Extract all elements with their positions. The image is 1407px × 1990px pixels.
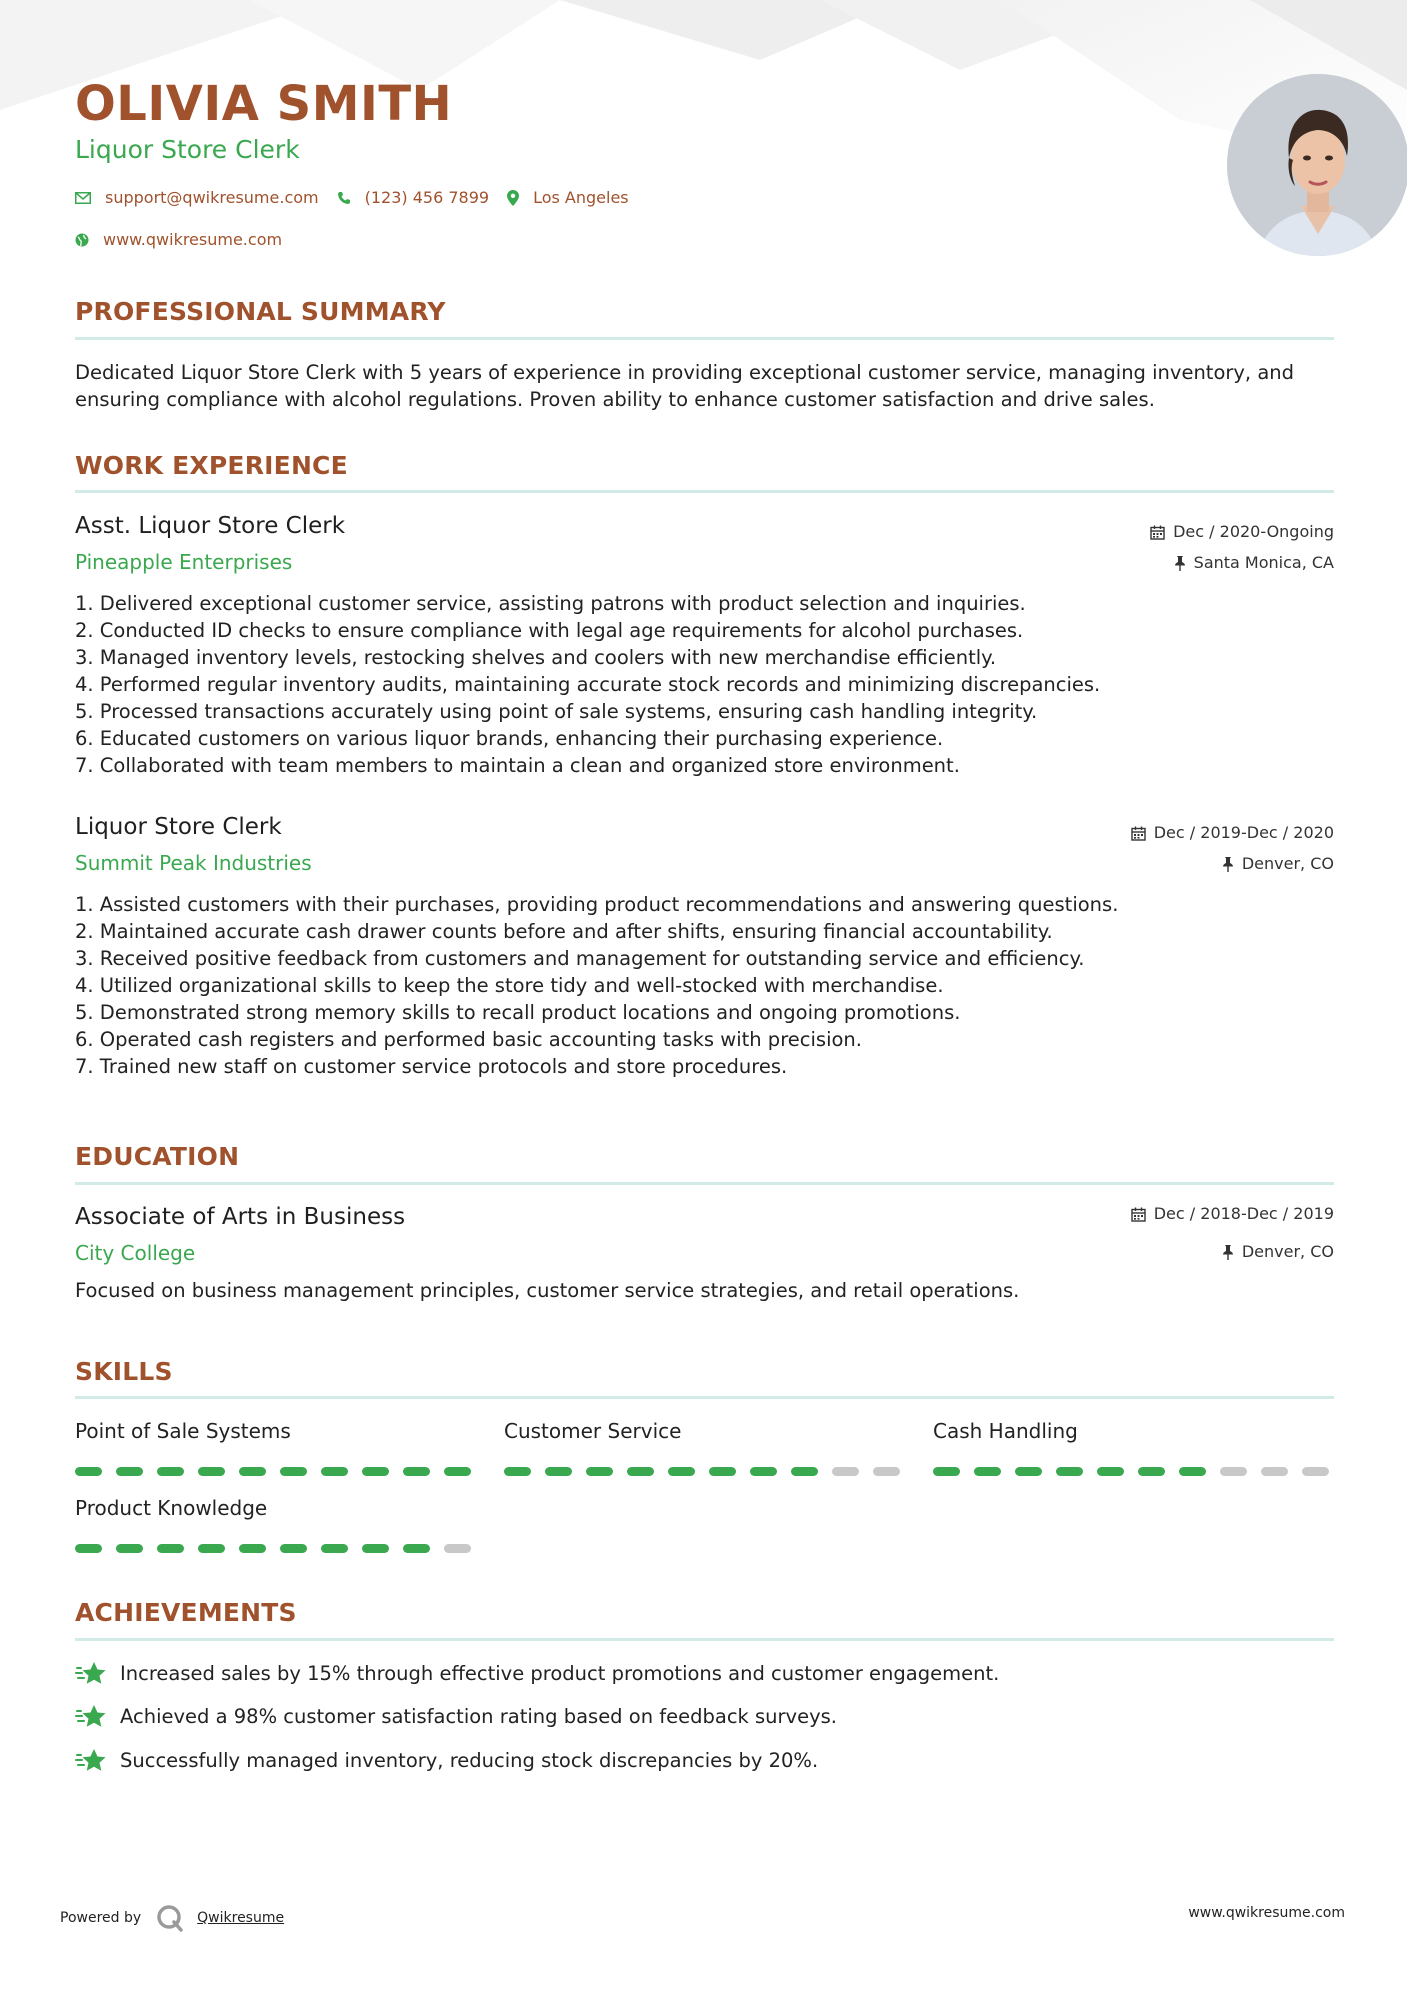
qwikresume-brand-link[interactable]: Qwikresume [197, 1910, 285, 1926]
list-item: 6. Educated customers on various liquor brands, enhancing their purchasing experience. [75, 727, 944, 750]
skill-dash-filled [362, 1467, 389, 1476]
skill-dash-empty [1261, 1467, 1288, 1476]
education-dates [1131, 1204, 1334, 1224]
envelope-icon [75, 192, 91, 204]
job-1-location-text: Santa Monica, CA [1193, 553, 1334, 572]
skill-dash-filled [116, 1467, 143, 1476]
contact-location-text: Los Angeles [533, 188, 629, 207]
summary-divider [75, 337, 1334, 340]
achievements-divider [75, 1638, 1334, 1641]
achievement-text: Increased sales by 15% through effective product promotions and customer engagement. [120, 1662, 1000, 1685]
powered-by-label: Powered by [60, 1910, 142, 1926]
pushpin-icon [1222, 857, 1234, 872]
skill-dash-filled [1015, 1467, 1042, 1476]
avatar-portrait [1227, 74, 1407, 256]
education-location-text: Denver, CO [1241, 1242, 1334, 1261]
skill-dash-filled [1097, 1467, 1124, 1476]
skills-divider [75, 1396, 1334, 1399]
skill-dash-filled [750, 1467, 777, 1476]
skill-dash-filled [157, 1467, 184, 1476]
contact-location [507, 188, 629, 207]
contact-row-secondary [75, 230, 300, 249]
list-item: 2. Maintained accurate cash drawer counts before and after shifts, ensuring financial accountability. [75, 920, 1053, 943]
experience-heading: WORK EXPERIENCE [75, 451, 348, 480]
job-2-location-text: Denver, CO [1241, 854, 1334, 873]
skill-dash-filled [75, 1544, 102, 1553]
candidate-title: Liquor Store Clerk [75, 135, 300, 164]
achievement-item [75, 1748, 818, 1774]
job-1-title: Asst. Liquor Store Clerk [75, 513, 346, 539]
star-badge-icon [75, 1748, 108, 1774]
list-item: 3. Managed inventory levels, restocking shelves and coolers with new merchandise efficiently. [75, 646, 997, 669]
job-2-location [1222, 854, 1334, 874]
skill-dash-filled [280, 1467, 307, 1476]
phone-icon [337, 191, 351, 205]
skill-dash-filled [444, 1467, 471, 1476]
skill-4-name: Product Knowledge [75, 1496, 268, 1520]
skill-dash-filled [791, 1467, 818, 1476]
list-item: 5. Demonstrated strong memory skills to recall product locations and ongoing promotions. [75, 1001, 961, 1024]
job-1-bullets [75, 590, 1100, 779]
skill-dash-filled [709, 1467, 736, 1476]
education-heading: EDUCATION [75, 1142, 240, 1171]
job-1-company: Pineapple Enterprises [75, 550, 293, 574]
job-2-company: Summit Peak Industries [75, 851, 312, 875]
list-item: 7. Trained new staff on customer service protocols and store procedures. [75, 1055, 788, 1078]
skill-dash-filled [586, 1467, 613, 1476]
list-item: 7. Collaborated with team members to maintain a clean and organized store environment. [75, 754, 960, 777]
achievement-text: Achieved a 98% customer satisfaction rating based on feedback surveys. [120, 1705, 837, 1728]
calendar-icon [1131, 826, 1146, 841]
skill-dash-empty [873, 1467, 900, 1476]
summary-text: Dedicated Liquor Store Clerk with 5 years of experience in providing exceptional customer service, managing inventory, and ensuring compliance with alcohol regulations. Proven ability to enhance customer satisfaction and drive sales. [75, 361, 1295, 411]
contact-website[interactable] [75, 230, 282, 249]
contact-website-text: www.qwikresume.com [103, 230, 283, 249]
skill-dash-filled [974, 1467, 1001, 1476]
profile-photo [1227, 74, 1407, 256]
qwikresume-logo-icon [155, 1903, 185, 1933]
list-item: 5. Processed transactions accurately using point of sale systems, ensuring cash handling integrity. [75, 700, 1038, 723]
skill-3-rating [933, 1467, 1343, 1476]
contact-phone-text: (123) 456 7899 [364, 188, 490, 207]
pushpin-icon [1174, 556, 1186, 571]
contact-row-primary [75, 188, 647, 207]
skill-1-rating [75, 1467, 485, 1476]
job-1-dates [1150, 522, 1334, 542]
skill-dash-filled [1138, 1467, 1165, 1476]
list-item: 4. Performed regular inventory audits, maintaining accurate stock records and minimizing discrepancies. [75, 673, 1101, 696]
skill-dash-filled [403, 1467, 430, 1476]
education-divider [75, 1182, 1334, 1185]
skill-1-name: Point of Sale Systems [75, 1419, 291, 1443]
skill-dash-empty [832, 1467, 859, 1476]
skill-dash-filled [504, 1467, 531, 1476]
experience-divider [75, 490, 1334, 493]
job-2-bullets [75, 891, 1118, 1080]
skill-dash-filled [403, 1544, 430, 1553]
education-description: Focused on business management principles, customer service strategies, and retail operations. [75, 1279, 1020, 1302]
candidate-name: OLIVIA SMITH [75, 76, 453, 132]
education-location [1222, 1242, 1334, 1262]
job-2-dates [1131, 823, 1334, 843]
list-item: 4. Utilized organizational skills to keep the store tidy and well-stocked with merchandise. [75, 974, 944, 997]
job-1-location [1174, 553, 1334, 573]
skill-dash-filled [239, 1544, 266, 1553]
achievement-item [75, 1704, 837, 1730]
skill-dash-filled [280, 1544, 307, 1553]
skill-dash-empty [444, 1544, 471, 1553]
skill-dash-filled [198, 1544, 225, 1553]
skill-dash-filled [1056, 1467, 1083, 1476]
skills-heading: SKILLS [75, 1357, 173, 1386]
achievement-text: Successfully managed inventory, reducing stock discrepancies by 20%. [120, 1749, 819, 1772]
skill-dash-filled [157, 1544, 184, 1553]
achievement-item [75, 1661, 999, 1687]
skill-dash-filled [321, 1544, 348, 1553]
skill-2-rating [504, 1467, 914, 1476]
list-item: 6. Operated cash registers and performed basic accounting tasks with precision. [75, 1028, 862, 1051]
skill-dash-empty [1302, 1467, 1329, 1476]
map-pin-icon [507, 190, 519, 206]
skill-dash-filled [545, 1467, 572, 1476]
pushpin-icon [1222, 1245, 1234, 1260]
skill-2-name: Customer Service [504, 1419, 682, 1443]
summary-heading: PROFESSIONAL SUMMARY [75, 297, 446, 326]
job-2-title: Liquor Store Clerk [75, 814, 282, 840]
star-badge-icon [75, 1661, 108, 1687]
skill-dash-empty [1220, 1467, 1247, 1476]
skill-dash-filled [668, 1467, 695, 1476]
skill-dash-filled [239, 1467, 266, 1476]
star-badge-icon [75, 1704, 108, 1730]
skill-dash-filled [362, 1544, 389, 1553]
contact-email[interactable] [75, 188, 319, 207]
skill-dash-filled [321, 1467, 348, 1476]
list-item: 1. Assisted customers with their purchases, providing product recommendations and answering questions. [75, 893, 1119, 916]
job-1-dates-text: Dec / 2020-Ongoing [1173, 522, 1334, 541]
calendar-icon [1131, 1207, 1146, 1222]
skill-4-rating [75, 1544, 485, 1553]
footer-powered-by [60, 1903, 284, 1933]
list-item: 3. Received positive feedback from customers and management for outstanding service and efficiency. [75, 947, 1085, 970]
skill-dash-filled [627, 1467, 654, 1476]
education-degree: Associate of Arts in Business [75, 1204, 406, 1230]
education-school: City College [75, 1241, 196, 1265]
contact-email-text: support@qwikresume.com [105, 188, 319, 207]
contact-phone[interactable] [337, 188, 489, 207]
skill-dash-filled [933, 1467, 960, 1476]
education-dates-text: Dec / 2018-Dec / 2019 [1153, 1204, 1334, 1223]
skill-dash-filled [75, 1467, 102, 1476]
globe-icon [75, 233, 89, 247]
achievements-heading: ACHIEVEMENTS [75, 1598, 297, 1627]
list-item: 2. Conducted ID checks to ensure compliance with legal age requirements for alcohol purchases. [75, 619, 1024, 642]
skill-3-name: Cash Handling [933, 1419, 1078, 1443]
job-2-dates-text: Dec / 2019-Dec / 2020 [1153, 823, 1334, 842]
calendar-icon [1150, 525, 1165, 540]
list-item: 1. Delivered exceptional customer service, assisting patrons with product selection and inquiries. [75, 592, 1026, 615]
skill-dash-filled [116, 1544, 143, 1553]
footer-website[interactable]: www.qwikresume.com [1188, 1905, 1345, 1921]
skill-dash-filled [1179, 1467, 1206, 1476]
skill-dash-filled [198, 1467, 225, 1476]
